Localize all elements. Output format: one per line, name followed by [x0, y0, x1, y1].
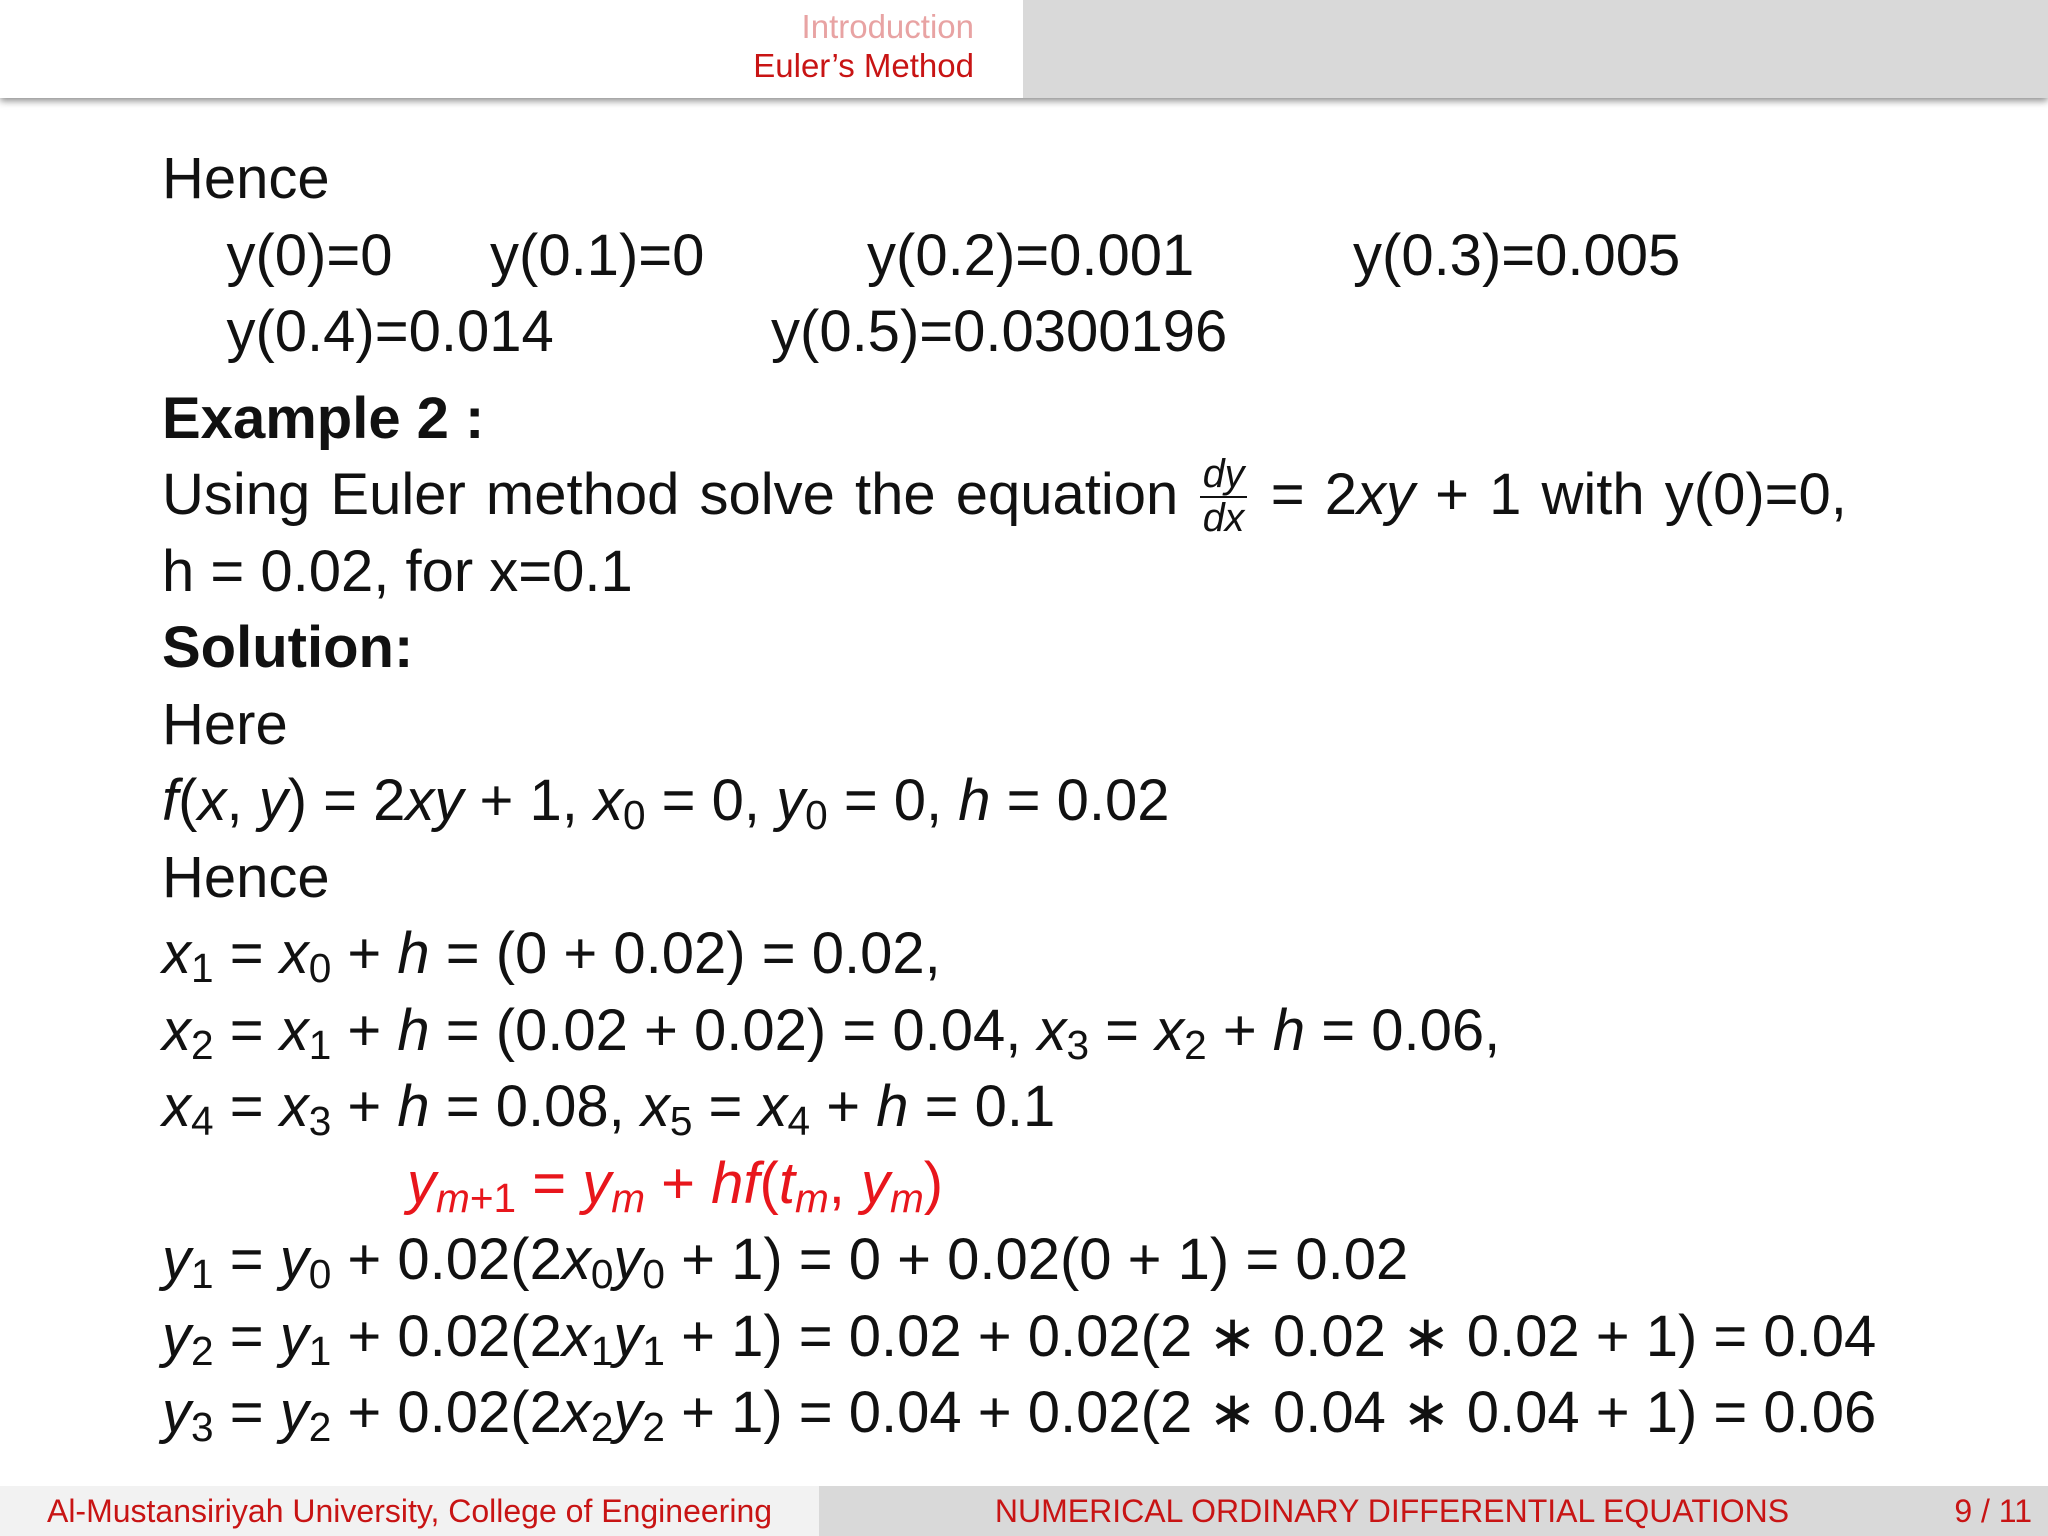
math-subscript: 0	[642, 1250, 665, 1297]
math-subscript: 3	[191, 1403, 214, 1450]
math-variable: y	[613, 1380, 643, 1445]
math-variable: xy	[1357, 462, 1416, 527]
footer-course-title: NUMERICAL ORDINARY DIFFERENTIAL EQUATIONS	[994, 1493, 1790, 1529]
text-run: =	[213, 1227, 280, 1292]
section-link-eulers-method[interactable]: Euler’s Method	[753, 47, 974, 84]
math-variable: h	[397, 921, 430, 986]
text-run: =	[516, 1150, 583, 1216]
text-run: ) = 2	[287, 768, 406, 833]
text-run: =	[213, 1380, 280, 1445]
math-subscript: 4	[191, 1097, 214, 1144]
math-variable: t	[778, 1150, 795, 1216]
math-subscript: +1	[469, 1174, 517, 1221]
value-y-0-4: y(0.4)=0.014	[226, 299, 554, 364]
math-subscript: 1	[191, 1250, 214, 1297]
math-subscript: 3	[1066, 1021, 1090, 1068]
math-variable: xy	[405, 768, 464, 833]
math-variable: x	[162, 921, 191, 986]
x-step-3	[162, 1069, 2032, 1146]
math-subscript: 5	[669, 1097, 693, 1144]
value-y-0-1: y(0.1)=0	[490, 222, 705, 288]
values-row-2	[162, 294, 2032, 371]
text-run: +	[331, 1074, 398, 1139]
math-variable: y	[162, 1227, 191, 1292]
math-subscript-variable: m	[889, 1174, 924, 1221]
math-subscript: 1	[191, 944, 214, 991]
math-subscript: 0	[805, 791, 828, 838]
math-variable: y	[613, 1303, 643, 1369]
math-variable: y	[407, 1150, 436, 1216]
math-variable: x	[162, 1074, 191, 1139]
fraction-denominator: dx	[1202, 495, 1245, 540]
math-variable: x	[561, 1227, 591, 1292]
text-run: =	[213, 997, 280, 1063]
math-variable: x	[640, 1074, 670, 1139]
hence-label: Hence	[162, 146, 330, 211]
text-run: = (0.02 + 0.02) = 0.04,	[429, 997, 1038, 1063]
math-variable: x	[197, 768, 227, 833]
math-variable: hf	[711, 1150, 760, 1216]
text-run: (	[178, 768, 198, 833]
fraction	[1200, 452, 1246, 540]
hence-label-2: Hence	[162, 844, 330, 910]
text-run: + 0.02(2	[331, 1303, 562, 1369]
math-subscript: 0	[622, 791, 646, 838]
math-subscript: 0	[308, 1250, 332, 1297]
math-variable: y	[776, 768, 806, 833]
text-run: = 0.06,	[1305, 997, 1501, 1063]
value-y-0-3: y(0.3)=0.005	[1353, 222, 1681, 288]
math-subscript: 3	[308, 1097, 332, 1144]
text-run: ,	[828, 1150, 861, 1216]
math-variable: y	[860, 1150, 890, 1216]
text-run: = 0,	[827, 768, 959, 833]
text-run: +	[645, 1150, 712, 1216]
text-run: = 0.1	[908, 1074, 1056, 1139]
value-y-0-2: y(0.2)=0.001	[867, 222, 1195, 288]
math-variable: y	[258, 768, 288, 833]
text-run: + 1) = 0.04 + 0.02(2 ∗ 0.04 ∗ 0.04 + 1) = 0.06	[664, 1380, 1877, 1445]
text-run: + 1) = 0 + 0.02(0 + 1) = 0.02	[664, 1227, 1409, 1292]
math-variable: y	[162, 1380, 191, 1445]
math-subscript: 2	[642, 1403, 665, 1450]
text-run: ,	[226, 768, 259, 833]
value-y-0: y(0)=0	[226, 222, 393, 288]
section-link-introduction[interactable]: Introduction	[801, 8, 974, 45]
footer-institution: Al-Mustansiriyah University, College of Engineering	[0, 1486, 819, 1536]
math-subscript: 1	[590, 1327, 614, 1374]
math-variable: x	[279, 997, 309, 1063]
here-label: Here	[162, 691, 288, 757]
values-row-1	[162, 218, 2032, 295]
text-run: =	[692, 1074, 759, 1139]
footer-title-box	[819, 1486, 2048, 1536]
euler-formula	[162, 1146, 2032, 1223]
math-subscript: 2	[1184, 1021, 1207, 1068]
y-step-3	[162, 1375, 2032, 1452]
given-values-equation	[162, 763, 2032, 840]
math-variable: y	[162, 1303, 191, 1369]
problem-statement-continued: h = 0.02, for x=0.1	[162, 538, 633, 604]
value-y-0-5: y(0.5)=0.0300196	[771, 299, 1228, 364]
x-step-2	[162, 993, 2032, 1070]
math-variable: y	[279, 1380, 309, 1445]
x-step-1	[162, 916, 2032, 993]
math-variable: x	[758, 1074, 788, 1139]
text-run: + 1) = 0.02 + 0.02(2 ∗ 0.02 ∗ 0.02 + 1) = 0.04	[664, 1303, 1877, 1369]
math-variable: x	[1155, 997, 1185, 1063]
text-run: = 0,	[645, 768, 777, 833]
math-variable: x	[561, 1303, 591, 1369]
math-variable: x	[279, 921, 309, 986]
math-variable: x	[1037, 997, 1067, 1063]
text-run: + 0.02(2	[331, 1227, 562, 1292]
math-variable: y	[279, 1227, 309, 1292]
math-subscript: 4	[787, 1097, 811, 1144]
math-subscript: 0	[590, 1250, 614, 1297]
math-variable: x	[162, 997, 191, 1063]
text-run: = 2	[1250, 462, 1358, 527]
text-run: +	[1206, 997, 1273, 1063]
math-subscript-variable: m	[794, 1174, 829, 1221]
subsection-navigation	[1023, 0, 2048, 98]
math-subscript-variable: m	[436, 1174, 470, 1221]
math-variable: h	[958, 768, 991, 833]
math-variable: h	[397, 997, 430, 1063]
math-subscript: 2	[308, 1403, 332, 1450]
math-variable: y	[613, 1227, 643, 1292]
math-variable: h	[1272, 997, 1306, 1063]
text-run: = (0 + 0.02) = 0.02,	[429, 921, 941, 986]
math-subscript: 2	[590, 1403, 614, 1450]
y-step-1	[162, 1222, 2032, 1299]
text-run: = 0.08,	[429, 1074, 641, 1139]
slide-content	[162, 141, 2032, 1452]
math-subscript: 2	[191, 1327, 214, 1374]
math-subscript: 1	[308, 1021, 332, 1068]
text-run: +	[810, 1074, 877, 1139]
text-run: (	[759, 1150, 779, 1216]
text-run: + 1 with y(0)=0,	[1415, 462, 1847, 527]
text-run: = 0.02	[990, 768, 1170, 833]
solution-heading: Solution:	[162, 615, 414, 680]
section-navigation	[0, 0, 1023, 98]
text-run: + 0.02(2	[331, 1380, 562, 1445]
text-run: +	[331, 921, 398, 986]
math-variable: x	[279, 1074, 309, 1139]
text-run: =	[213, 1074, 280, 1139]
y-step-2	[162, 1299, 2032, 1376]
fraction-numerator: dy	[1200, 455, 1246, 497]
math-variable: f	[162, 768, 179, 833]
math-variable: h	[876, 1074, 909, 1139]
text-run: + 1,	[463, 768, 594, 833]
math-variable: x	[561, 1380, 591, 1445]
math-variable: h	[397, 1074, 430, 1139]
page-number: 9 / 11	[1954, 1493, 2032, 1529]
math-subscript: 1	[642, 1327, 665, 1374]
math-variable: x	[593, 768, 623, 833]
text-run: =	[1089, 997, 1156, 1063]
text-run: =	[213, 1303, 280, 1369]
problem-statement	[162, 452, 2032, 540]
text-run: )	[923, 1150, 944, 1216]
math-subscript: 0	[308, 944, 332, 991]
math-subscript: 2	[191, 1021, 214, 1068]
text-run: =	[213, 921, 280, 986]
example-heading: Example 2 :	[162, 385, 485, 451]
math-variable: y	[582, 1150, 612, 1216]
text-run: Using Euler method solve the equation	[162, 462, 1199, 527]
math-variable: y	[279, 1303, 309, 1369]
text-run: +	[331, 997, 398, 1063]
header-bar	[0, 0, 2048, 98]
footer-bar	[0, 1486, 2048, 1536]
math-subscript: 1	[308, 1327, 332, 1374]
math-subscript-variable: m	[611, 1174, 645, 1221]
